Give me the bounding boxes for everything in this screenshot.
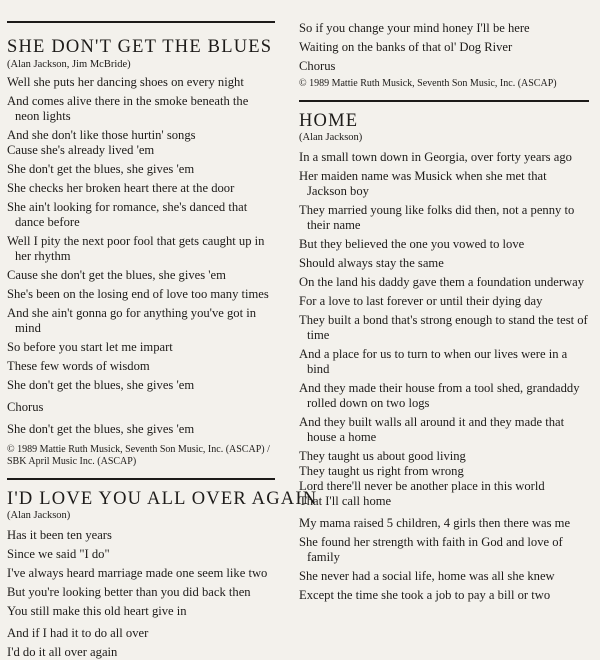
- lyric-line: But they believed the one you vowed to love: [299, 237, 525, 251]
- lyric-line: So before you start let me impart: [7, 340, 173, 354]
- lyric-line: They taught us right from wrong: [299, 464, 464, 478]
- chorus-marker: Chorus: [299, 59, 336, 73]
- copyright-notice: © 1989 Mattie Ruth Musick, Seventh Son Music, Inc. (ASCAP) / SBK April Music Inc. (ASCAP): [7, 444, 270, 467]
- lyric-line: And they built walls all around it and they made that house a home: [299, 415, 565, 444]
- song-title: HOME: [299, 111, 359, 131]
- lyric-line: So if you change your mind honey I'll be here: [299, 21, 530, 35]
- right-column: [299, 0, 589, 603]
- lyric-line: She checks her broken heart there at the door: [7, 181, 235, 195]
- left-column: [7, 0, 318, 660]
- lyric-line: On the land his daddy gave them a foundation underway: [299, 275, 585, 289]
- lyric-line: She ain't looking for romance, she's danced that dance before: [7, 200, 248, 229]
- lyric-line: And they made their house from a tool shed, grandaddy rolled down on two logs: [299, 381, 580, 410]
- lyric-line: They built a bond that's strong enough to stand the test of time: [299, 313, 588, 342]
- lyric-line: She don't get the blues, she gives 'em: [7, 422, 195, 436]
- lyric-line: Cause she don't get the blues, she gives 'em: [7, 268, 226, 282]
- lyric-line: But you're looking better than you did back then: [7, 585, 251, 599]
- lyric-line: I've always heard marriage made one seem like two: [7, 566, 268, 580]
- copyright-notice: © 1989 Mattie Ruth Musick, Seventh Son Music, Inc. (ASCAP): [299, 78, 557, 89]
- lyric-line: She's been on the losing end of love too many times: [7, 287, 269, 301]
- lyric-line: She don't get the blues, she gives 'em: [7, 378, 195, 392]
- lyric-line: They married young like folks did then, not a penny to their name: [299, 203, 575, 232]
- lyric-line: Well I pity the next poor fool that gets caught up in her rhythm: [7, 234, 265, 263]
- lyric-line: And a place for us to turn to when our lives were in a bind: [299, 347, 568, 376]
- lyric-line: And she ain't gonna go for anything you've got in mind: [7, 306, 257, 335]
- lyric-line: Has it been ten years: [7, 528, 112, 542]
- lyric-line: Since we said "I do": [7, 547, 110, 561]
- lyric-line: For a love to last forever or until their dying day: [299, 294, 543, 308]
- song-credit: (Alan Jackson): [299, 132, 363, 143]
- lyric-line: She never had a social life, home was all she knew: [299, 569, 555, 583]
- lyric-line: My mama raised 5 children, 4 girls then there was me: [299, 516, 571, 530]
- lyric-line: Except the time she took a job to pay a bill or two: [299, 588, 551, 602]
- lyric-line: And she don't like those hurtin' songs: [7, 128, 196, 142]
- song-credit: (Alan Jackson, Jim McBride): [7, 59, 131, 70]
- lyric-line: You still make this old heart give in: [7, 604, 187, 618]
- lyric-line: And comes alive there in the smoke beneath the neon lights: [7, 94, 249, 123]
- lyric-line: They taught us about good living: [299, 449, 466, 463]
- song-title: I'D LOVE YOU ALL OVER AGAIN: [7, 489, 318, 509]
- song-title: SHE DON'T GET THE BLUES: [7, 37, 273, 57]
- chorus-marker: Chorus: [7, 400, 44, 414]
- lyric-line: And if I had it to do all over: [7, 626, 149, 640]
- lyric-line: She don't get the blues, she gives 'em: [7, 162, 195, 176]
- lyric-line: These few words of wisdom: [7, 359, 150, 373]
- song-credit: (Alan Jackson): [7, 510, 71, 521]
- lyric-line: That I'll call home: [299, 494, 392, 508]
- lyric-line: Waiting on the banks of that ol' Dog River: [299, 40, 513, 54]
- lyric-line: Cause she's already lived 'em: [7, 143, 155, 157]
- lyric-line: Her maiden name was Musick when she met that Jackson boy: [299, 169, 547, 198]
- lyric-line: I'd do it all over again: [7, 645, 118, 659]
- lyric-line: In a small town down in Georgia, over forty years ago: [299, 150, 572, 164]
- lyric-line: Lord there'll never be another place in this world: [299, 479, 545, 493]
- lyric-line: She found her strength with faith in God and love of family: [299, 535, 563, 564]
- lyric-line: Well she puts her dancing shoes on every night: [7, 75, 244, 89]
- lyric-line: Should always stay the same: [299, 256, 444, 270]
